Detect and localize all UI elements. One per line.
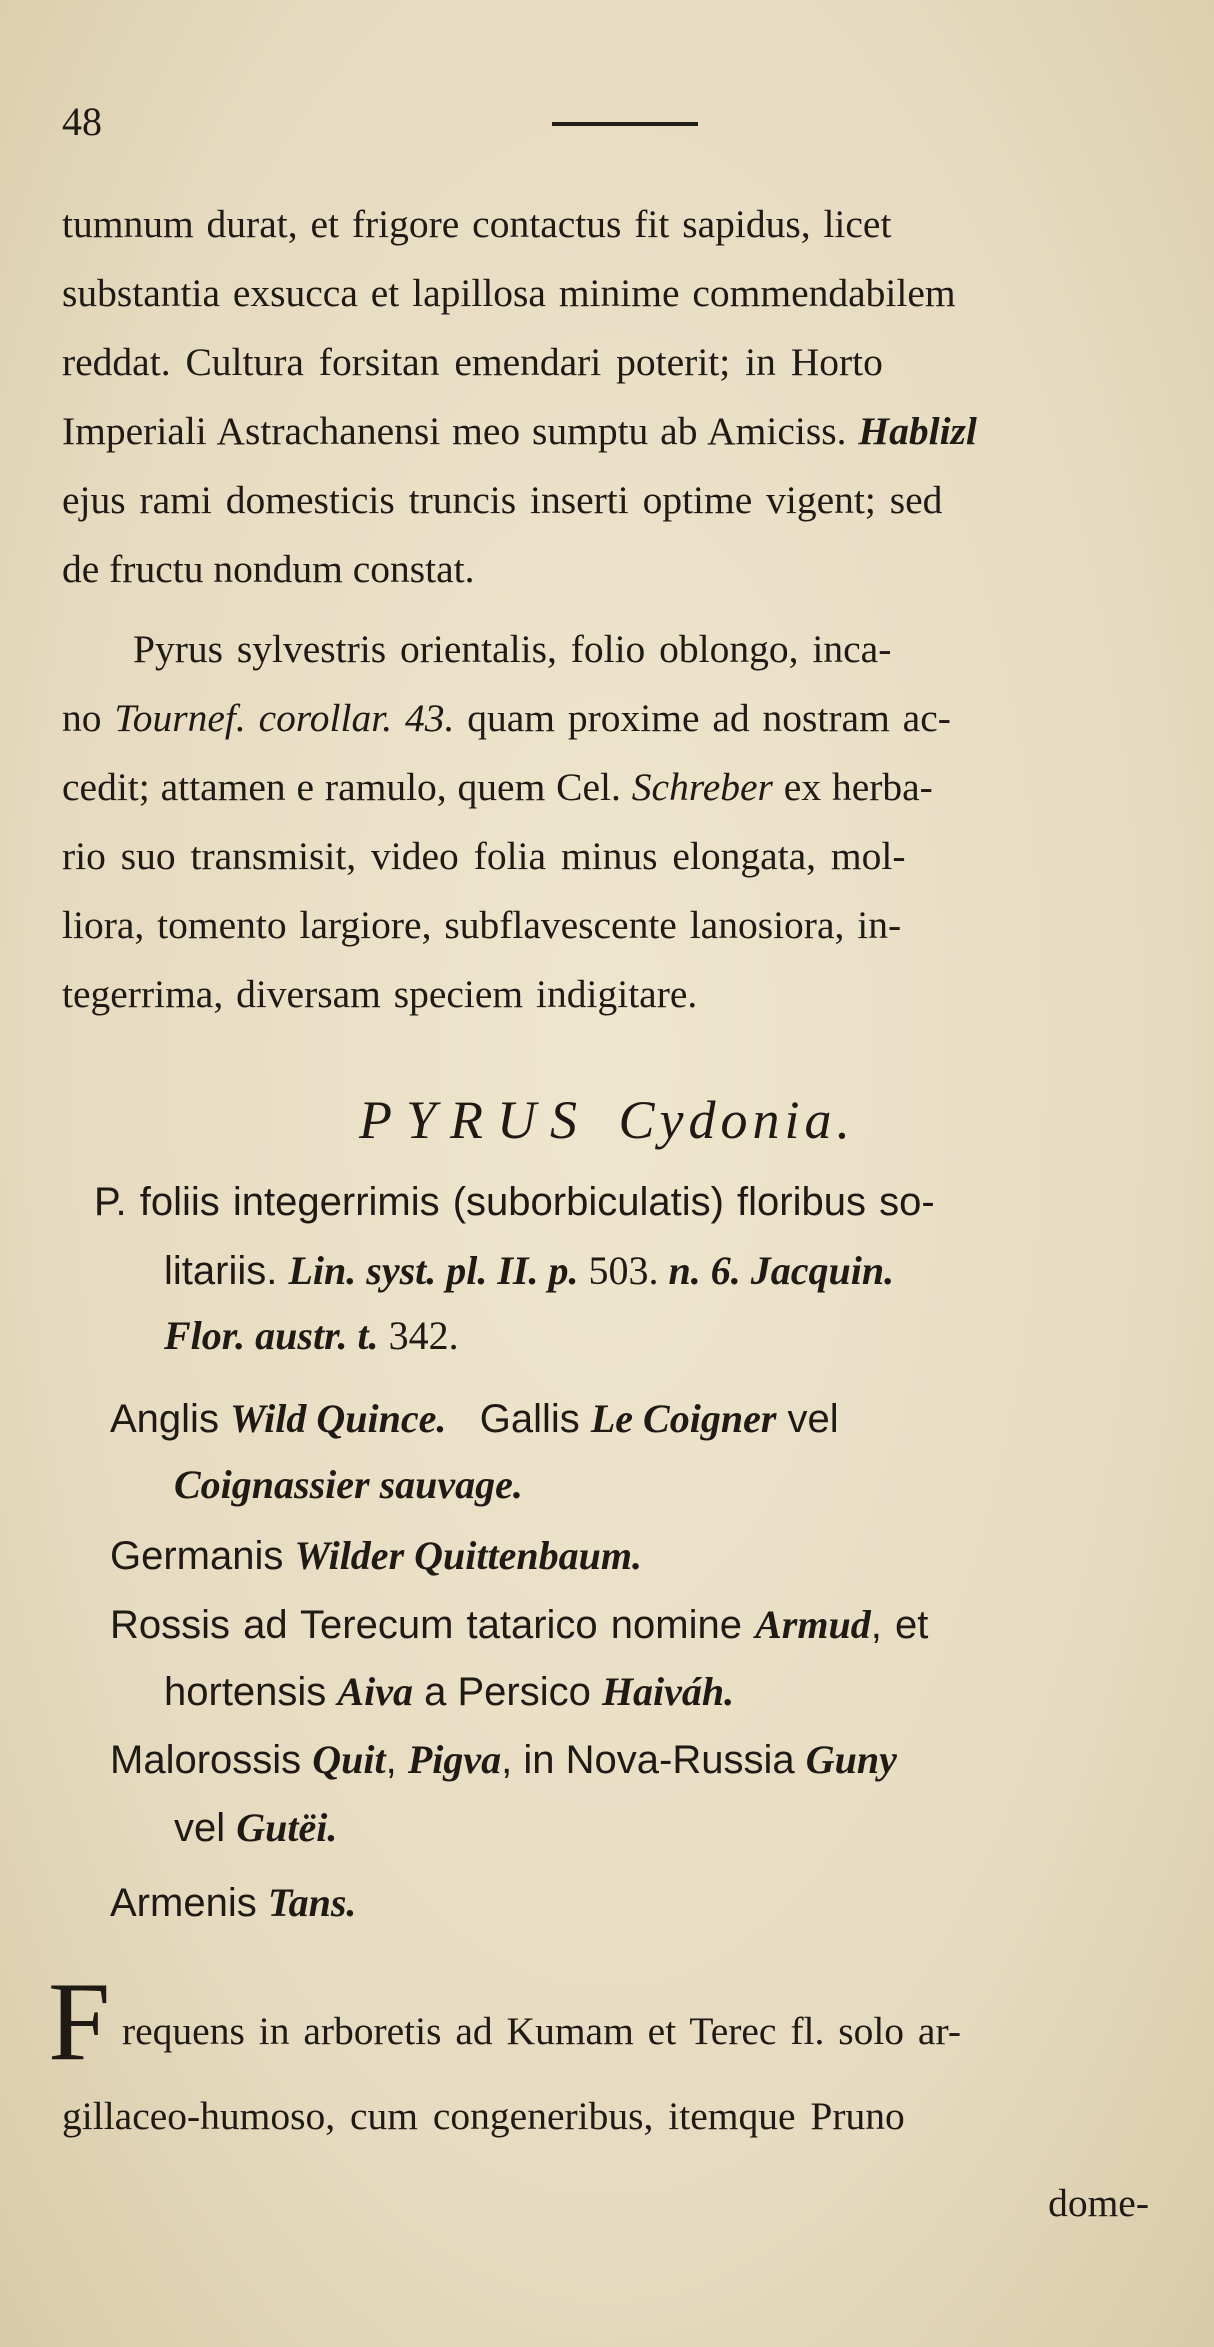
entry-line xyxy=(164,1313,459,1358)
paragraph2-line xyxy=(62,765,933,809)
text-run: Imperiali Astrachanensi meo sumptu ab Amiciss. xyxy=(62,409,859,453)
text-run: rio suo transmisit, video folia minus elongata, mol- xyxy=(62,834,906,878)
citation: Lin. syst. pl. II. p. xyxy=(288,1248,579,1293)
final-paragraph-line xyxy=(122,2009,961,2053)
vernacular-name: Guny xyxy=(805,1737,897,1782)
text-run: de fructu nondum constat. xyxy=(62,547,475,591)
citation-number: 342. xyxy=(378,1313,459,1358)
person-name-end: l xyxy=(965,409,977,453)
paragraph1-line xyxy=(62,202,892,246)
entry-line xyxy=(110,1602,929,1647)
page-number: 48 xyxy=(62,99,102,144)
drop-cap: F xyxy=(48,1960,111,2084)
language-label: Gallis xyxy=(446,1397,591,1441)
vernacular-name: Wilder Quittenbaum. xyxy=(294,1533,642,1578)
text-run: ejus rami domesticis truncis inserti optime vigent; sed xyxy=(62,478,943,522)
citation: Flor. austr. t. xyxy=(164,1313,379,1358)
final-paragraph-line xyxy=(62,2094,905,2138)
text-run: requens in arboretis ad Kumam et Terec fl. solo ar- xyxy=(122,2009,961,2053)
entry-line xyxy=(174,1462,523,1507)
text-run: Pyrus sylvestris orientalis, folio oblongo, inca- xyxy=(133,627,892,671)
text-run: a Persico xyxy=(412,1670,602,1714)
text-run: quam proxime ad nostram ac- xyxy=(454,696,951,740)
paragraph2-line xyxy=(62,972,698,1016)
vernacular-name: Pigva xyxy=(407,1737,502,1782)
header-rule xyxy=(552,122,698,126)
entry-line xyxy=(94,1182,935,1222)
language-label: Malorossis xyxy=(110,1738,313,1782)
text-run: vel xyxy=(174,1806,237,1850)
text-run: gillaceo-humoso, cum congeneribus, itemque Pruno xyxy=(62,2094,905,2138)
text-run: P. foliis integerrimis (suborbiculatis) floribus so- xyxy=(94,1180,935,1224)
language-label: Armenis xyxy=(110,1881,268,1925)
citation-number: 503. xyxy=(578,1248,669,1293)
text-run: liora, tomento largiore, subflavescente lanosiora, in- xyxy=(62,903,902,947)
citation-number: 43. xyxy=(392,696,455,740)
text-run: reddat. Cultura forsitan emendari poterit; in Horto xyxy=(62,340,883,384)
text-run: , et xyxy=(870,1603,929,1647)
genus-name: PYRUS xyxy=(359,1090,591,1150)
citation-number: 6. xyxy=(700,1248,751,1293)
paragraph2-line xyxy=(62,834,906,878)
vernacular-name: Aiva xyxy=(337,1669,413,1714)
paragraph2-line xyxy=(62,696,951,740)
vernacular-name: Wild Quince. xyxy=(230,1396,447,1441)
paragraph1-line xyxy=(62,409,977,453)
species-heading xyxy=(0,1090,1214,1150)
entry-line xyxy=(110,1737,897,1782)
paragraph1-line xyxy=(62,340,883,384)
paragraph1-line xyxy=(62,547,475,591)
paragraph2-line xyxy=(62,903,902,947)
text-run: no xyxy=(62,696,115,740)
text-run: , in Nova-Russia xyxy=(501,1738,806,1782)
language-label: Rossis ad Terecum tatarico nomine xyxy=(110,1603,756,1647)
citation: n. xyxy=(668,1248,701,1293)
text-run: substantia exsucca et lapillosa minime commendabilem xyxy=(62,271,956,315)
entry-line xyxy=(110,1880,357,1925)
species-name: Cydonia. xyxy=(618,1090,855,1150)
entry-line xyxy=(110,1396,839,1441)
language-label: Germanis xyxy=(110,1534,295,1578)
vernacular-name: Quit xyxy=(312,1737,386,1782)
text-run: tumnum durat, et frigore contactus fit sapidus, licet xyxy=(62,202,892,246)
vernacular-name: Gutëi. xyxy=(236,1805,338,1850)
vernacular-name: Haiváh. xyxy=(601,1669,735,1714)
text-run: tegerrima, diversam speciem indigitare. xyxy=(62,972,698,1016)
catchword: dome- xyxy=(1048,2181,1149,2225)
text-run: vel xyxy=(776,1397,839,1441)
text-run: hortensis xyxy=(164,1670,338,1714)
page-header xyxy=(62,92,1162,152)
vernacular-name: Tans. xyxy=(267,1880,357,1925)
vernacular-name: Le Coigner xyxy=(590,1396,777,1441)
entry-line xyxy=(110,1533,642,1578)
entry-line xyxy=(174,1805,338,1850)
paragraph2-line xyxy=(133,627,892,671)
author-name: Jacquin. xyxy=(750,1248,895,1293)
text-run: litariis. xyxy=(164,1249,289,1293)
vernacular-name: Armud xyxy=(755,1602,871,1647)
entry-line xyxy=(164,1669,735,1714)
person-name: Schreber xyxy=(631,765,773,809)
text-run: cedit; attamen e ramulo, quem Cel. xyxy=(62,765,632,809)
text-run: , xyxy=(385,1738,408,1782)
language-label: Anglis xyxy=(110,1397,231,1441)
entry-line xyxy=(164,1248,895,1293)
vernacular-name: Coignassier sauvage. xyxy=(174,1462,523,1507)
text-run: ex herba- xyxy=(772,765,933,809)
paragraph1-line xyxy=(62,271,956,315)
person-name: Habliz xyxy=(858,409,966,453)
citation: Tournef. corollar. xyxy=(114,696,393,740)
paragraph1-line xyxy=(62,478,943,522)
